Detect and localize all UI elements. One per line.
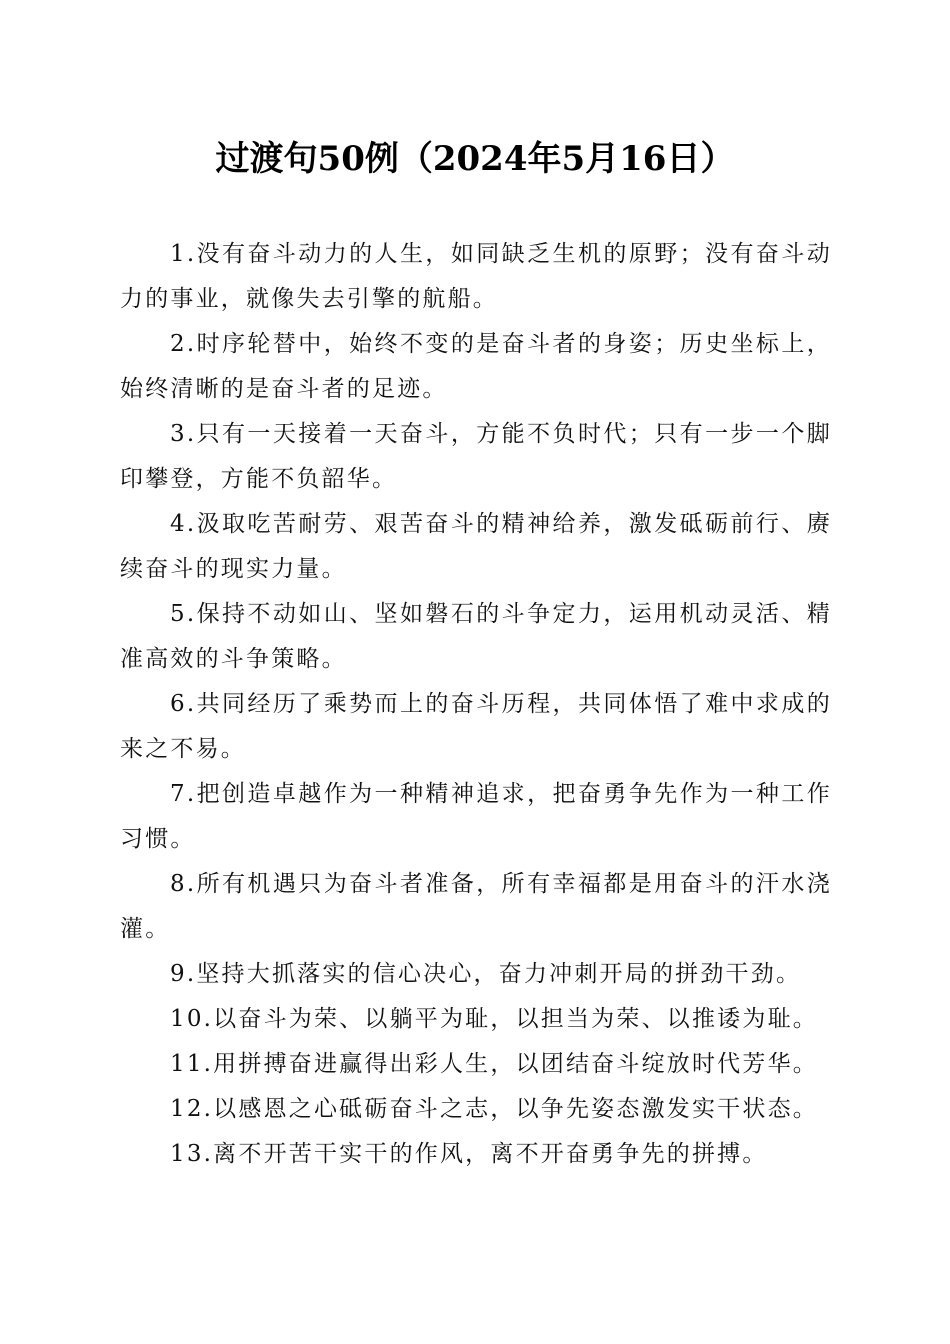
- paragraph-8: 8.所有机遇只为奋斗者准备，所有幸福都是用奋斗的汗水浇灌。: [120, 871, 832, 942]
- paragraph-2: 2.时序轮替中，始终不变的是奋斗者的身姿；历史坐标上，始终清晰的是奋斗者的足迹。: [120, 331, 832, 402]
- paragraph-5: 5.保持不动如山、坚如磐石的斗争定力，运用机动灵活、精准高效的斗争策略。: [120, 601, 832, 672]
- paragraph-7: 7.把创造卓越作为一种精神追求，把奋勇争先作为一种工作习惯。: [120, 781, 832, 852]
- paragraph-4: 4.汲取吃苦耐劳、艰苦奋斗的精神给养，激发砥砺前行、赓续奋斗的现实力量。: [120, 511, 832, 582]
- paragraph-9: 9.坚持大抓落实的信心决心，奋力冲刺开局的拼劲干劲。: [170, 961, 802, 987]
- paragraph-6: 6.共同经历了乘势而上的奋斗历程，共同体悟了难中求成的来之不易。: [120, 691, 832, 762]
- document-body: [120, 232, 832, 1177]
- paragraph-3: 3.只有一天接着一天奋斗，方能不负时代；只有一步一个脚印攀登，方能不负韶华。: [120, 421, 832, 492]
- paragraph-1: 1.没有奋斗动力的人生，如同缺乏生机的原野；没有奋斗动力的事业，就像失去引擎的航船。: [120, 241, 832, 312]
- paragraph-12: 12.以感恩之心砥砺奋斗之志，以争先姿态激发实干状态。: [170, 1096, 818, 1122]
- paragraph-10: 10.以奋斗为荣、以躺平为耻，以担当为荣、以推诿为耻。: [170, 1006, 818, 1032]
- document-title: 过渡句50例（2024年5月16日）: [215, 139, 735, 179]
- paragraph-11: 11.用拼搏奋进赢得出彩人生，以团结奋斗绽放时代芳华。: [170, 1051, 818, 1077]
- paragraph-13: 13.离不开苦干实干的作风，离不开奋勇争先的拼搏。: [170, 1141, 768, 1167]
